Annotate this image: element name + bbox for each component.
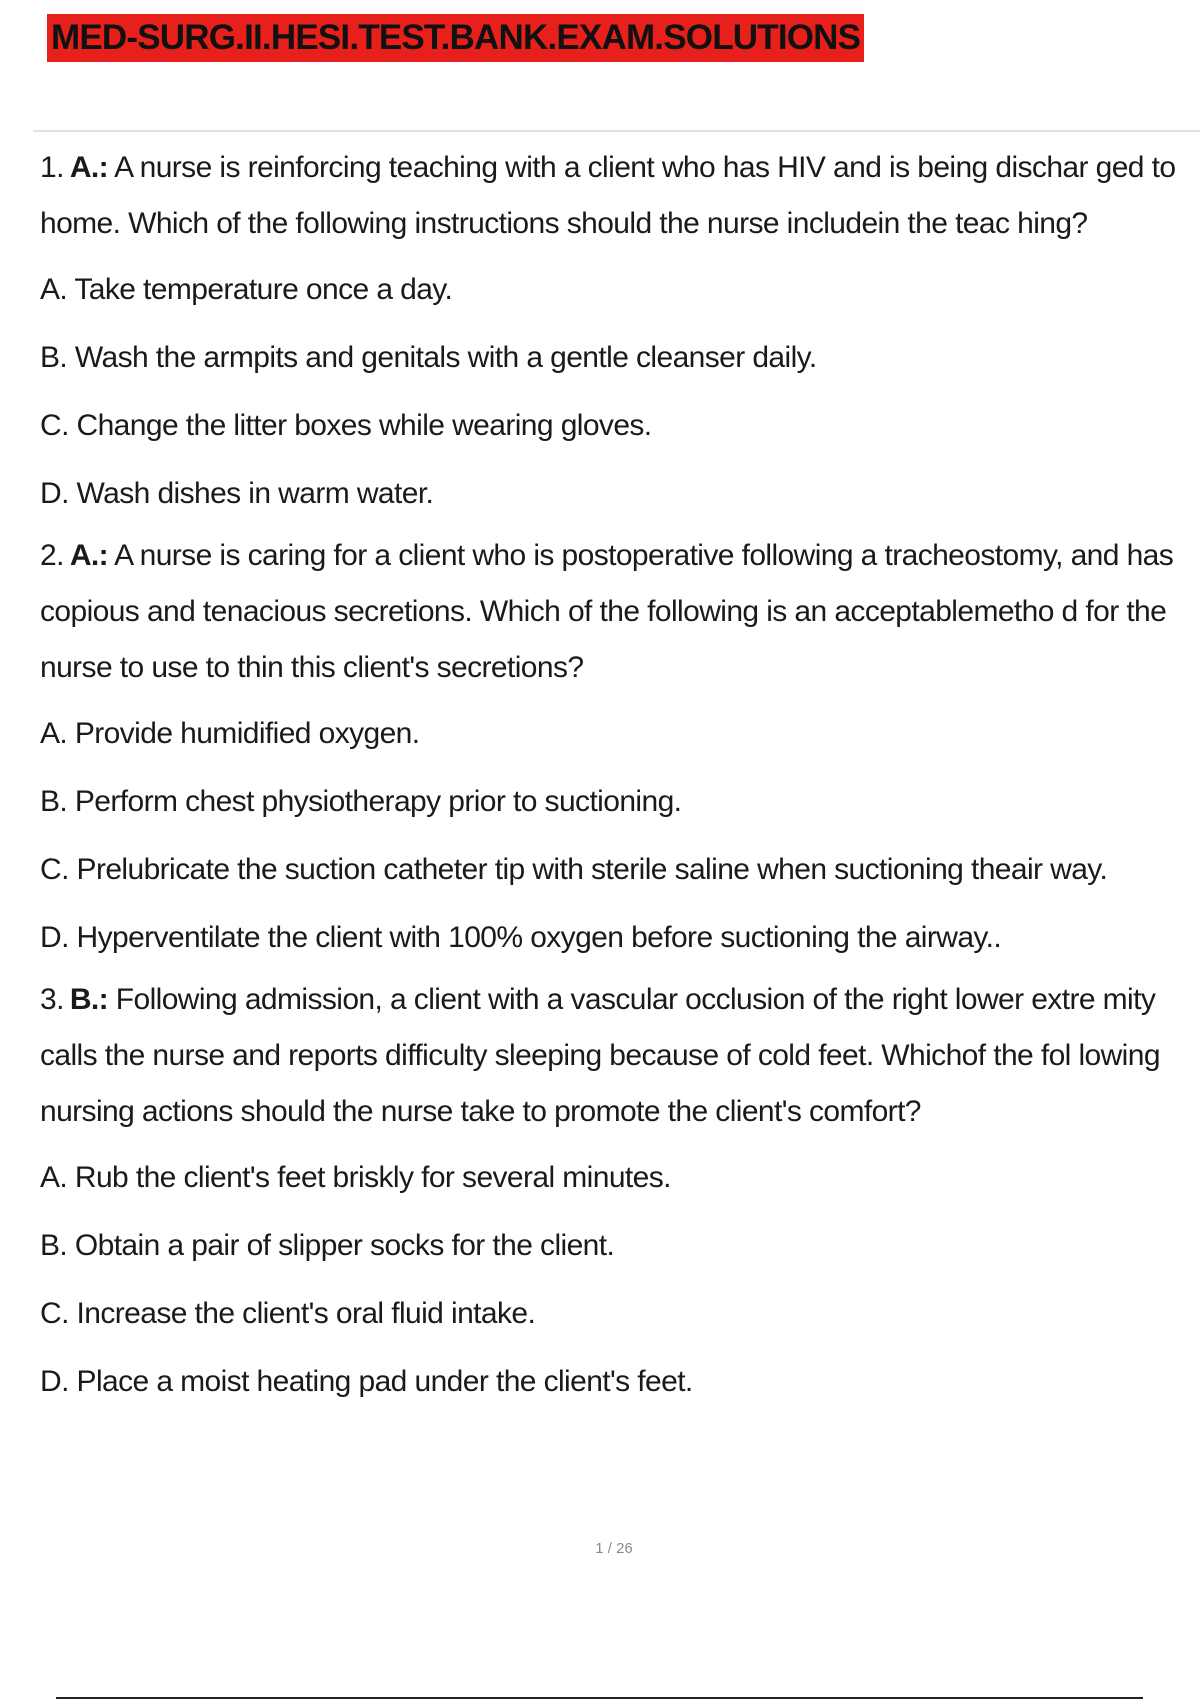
question-2 (40, 528, 1190, 966)
page-indicator: 1 / 26 (595, 1540, 633, 1557)
option-c: C. Increase the client's oral fluid intake. (40, 1297, 536, 1330)
question-number: 1. (40, 151, 64, 184)
option-a: A. Rub the client's feet briskly for several minutes. (40, 1161, 671, 1194)
answer-key: B.: (69, 983, 109, 1016)
answer-key: A.: (69, 539, 109, 572)
question-stem (40, 528, 1190, 696)
option-b: B. Perform chest physiotherapy prior to suctioning. (40, 785, 682, 818)
option-d: D. Hyperventilate the client with 100% oxygen before suctioning the airway.. (40, 921, 1002, 954)
option-d: D. Place a moist heating pad under the client's feet. (40, 1365, 693, 1398)
option-c: C. Prelubricate the suction catheter tip with sterile saline when suctioning theair way. (40, 853, 1108, 886)
option-b: B. Wash the armpits and genitals with a gentle cleanser daily. (40, 341, 817, 374)
option-a: A. Take temperature once a day. (40, 273, 453, 306)
document-title: MED-SURG.II.HESI.TEST.BANK.EXAM.SOLUTIONS (47, 14, 864, 62)
question-number: 2. (40, 539, 64, 572)
question-text: Following admission, a client with a vascular occlusion of the right lower extre mity calls the nurse and reports difficulty sleeping because of cold feet. Whichof the fol lowing nursing actions should the nurse take to promote the client's comfort? (40, 983, 1160, 1128)
answer-key: A.: (69, 151, 109, 184)
question-text: A nurse is caring for a client who is postoperative following a tracheostomy, and has copious and tenacious secretions. Which of the following is an acceptablemetho d for the nurse to use to thin this client's secretions? (40, 539, 1174, 684)
question-number: 3. (40, 983, 64, 1016)
option-b: B. Obtain a pair of slipper socks for the client. (40, 1229, 615, 1262)
bottom-divider (56, 1697, 1143, 1699)
question-stem (40, 140, 1190, 252)
question-1 (40, 140, 1190, 522)
option-c: C. Change the litter boxes while wearing gloves. (40, 409, 652, 442)
question-stem (40, 972, 1190, 1140)
question-3 (40, 972, 1190, 1410)
question-text: A nurse is reinforcing teaching with a client who has HIV and is being dischar ged to home. Which of the following instructions should the nurse includein the teac hing? (40, 151, 1176, 240)
top-divider (33, 130, 1200, 132)
option-d: D. Wash dishes in warm water. (40, 477, 434, 510)
option-a: A. Provide humidified oxygen. (40, 717, 420, 750)
question-list (40, 140, 1190, 1416)
